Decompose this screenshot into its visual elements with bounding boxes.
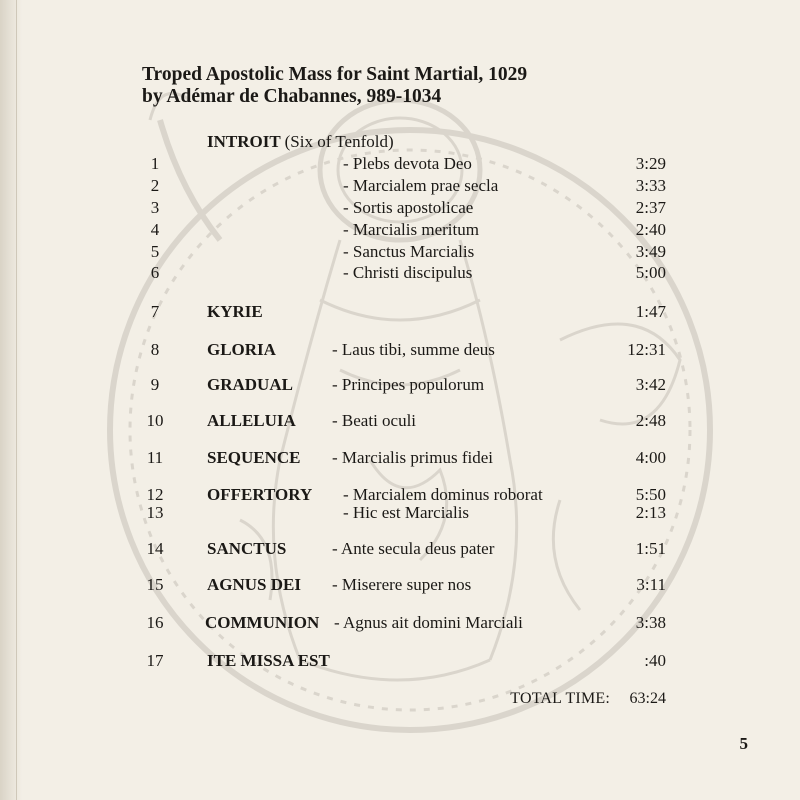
page-fold-shadow [0, 0, 22, 800]
section-label: KYRIE [207, 302, 263, 321]
track-row [0, 262, 800, 284]
total-time-row [0, 688, 800, 710]
page-number: 5 [739, 734, 748, 753]
track-subtitle: - Sortis apostolicae [343, 198, 474, 217]
title-line-1: Troped Apostolic Mass for Saint Martial, 1029 [142, 64, 528, 85]
track-number: 4 [150, 220, 160, 239]
track-time: 2:48 [635, 411, 666, 430]
track-subtitle: - Hic est Marcialis [343, 503, 470, 522]
introit-note: (Six of Tenfold) [284, 132, 394, 151]
track-row [0, 197, 800, 219]
track-time: 3:11 [636, 575, 666, 594]
track-row [0, 447, 800, 469]
track-time: 3:29 [635, 154, 666, 173]
track-time: 5:00 [635, 263, 666, 282]
track-subtitle: - Christi discipulus [343, 263, 473, 282]
track-subtitle: - Beati oculi [332, 411, 417, 430]
section-label: COMMUNION [205, 613, 320, 632]
track-number: 15 [146, 575, 164, 594]
track-number: 17 [146, 651, 164, 670]
section-label: ALLELUIA [207, 411, 296, 430]
track-time: 2:13 [635, 503, 666, 522]
track-row [0, 241, 800, 263]
track-row [0, 410, 800, 432]
track-subtitle: - Laus tibi, summe deus [332, 340, 495, 359]
track-time: 3:33 [635, 176, 666, 195]
track-row [0, 339, 800, 361]
track-number: 8 [150, 340, 160, 359]
track-number: 11 [146, 448, 164, 467]
track-number: 6 [150, 263, 160, 282]
section-label: GLORIA [207, 340, 276, 359]
track-number: 5 [150, 242, 160, 261]
track-number: 7 [150, 302, 160, 321]
track-subtitle: - Principes populorum [332, 375, 485, 394]
track-time: :40 [644, 651, 666, 670]
track-time: 3:49 [635, 242, 666, 261]
track-row [0, 502, 800, 524]
track-row [0, 538, 800, 560]
track-number: 12 [146, 485, 164, 504]
track-subtitle: - Marcialis meritum [343, 220, 479, 239]
track-subtitle: - Sanctus Marcialis [343, 242, 475, 261]
track-time: 2:37 [635, 198, 666, 217]
track-time: 1:47 [635, 302, 666, 321]
total-time-label: TOTAL TIME: [510, 690, 610, 707]
track-time: 5:50 [635, 485, 666, 504]
track-subtitle: - Miserere super nos [332, 575, 472, 594]
track-number: 9 [150, 375, 160, 394]
track-number: 2 [150, 176, 160, 195]
total-time-value: 63:24 [629, 690, 666, 707]
track-row [0, 153, 800, 175]
track-subtitle: - Plebs devota Deo [343, 154, 472, 173]
section-label: OFFERTORY [207, 485, 313, 504]
section-label: ITE MISSA EST [207, 651, 330, 670]
section-label: GRADUAL [207, 375, 293, 394]
introit-header [0, 131, 800, 153]
title-line-2: by Adémar de Chabannes, 989-1034 [142, 86, 442, 107]
track-time: 3:42 [635, 375, 666, 394]
track-row [0, 650, 800, 672]
track-time: 2:40 [635, 220, 666, 239]
track-time: 4:00 [635, 448, 666, 467]
track-subtitle: - Ante secula deus pater [332, 539, 495, 558]
track-number: 1 [150, 154, 160, 173]
track-number: 10 [146, 411, 164, 430]
section-label: SANCTUS [207, 539, 287, 558]
track-row [0, 301, 800, 323]
track-time: 3:38 [635, 613, 666, 632]
spine-line [16, 0, 17, 800]
track-number: 16 [146, 613, 164, 632]
track-subtitle: - Marcialem prae secla [343, 176, 499, 195]
track-subtitle: - Agnus ait domini Marciali [334, 613, 523, 632]
section-label: SEQUENCE [207, 448, 301, 467]
track-time: 12:31 [627, 340, 666, 359]
track-row [0, 612, 800, 634]
track-row [0, 374, 800, 396]
track-number: 14 [146, 539, 164, 558]
album-title [142, 64, 527, 108]
section-label: AGNUS DEI [207, 575, 301, 594]
track-time: 1:51 [635, 539, 666, 558]
track-number: 3 [150, 198, 160, 217]
track-subtitle: - Marcialis primus fidei [332, 448, 493, 467]
track-number: 13 [146, 503, 164, 522]
track-subtitle: - Marcialem dominus roborat [343, 485, 543, 504]
introit-label: INTROIT [207, 132, 281, 151]
track-row [0, 175, 800, 197]
section-label-introit [207, 131, 394, 153]
track-row [0, 219, 800, 241]
track-row [0, 574, 800, 596]
